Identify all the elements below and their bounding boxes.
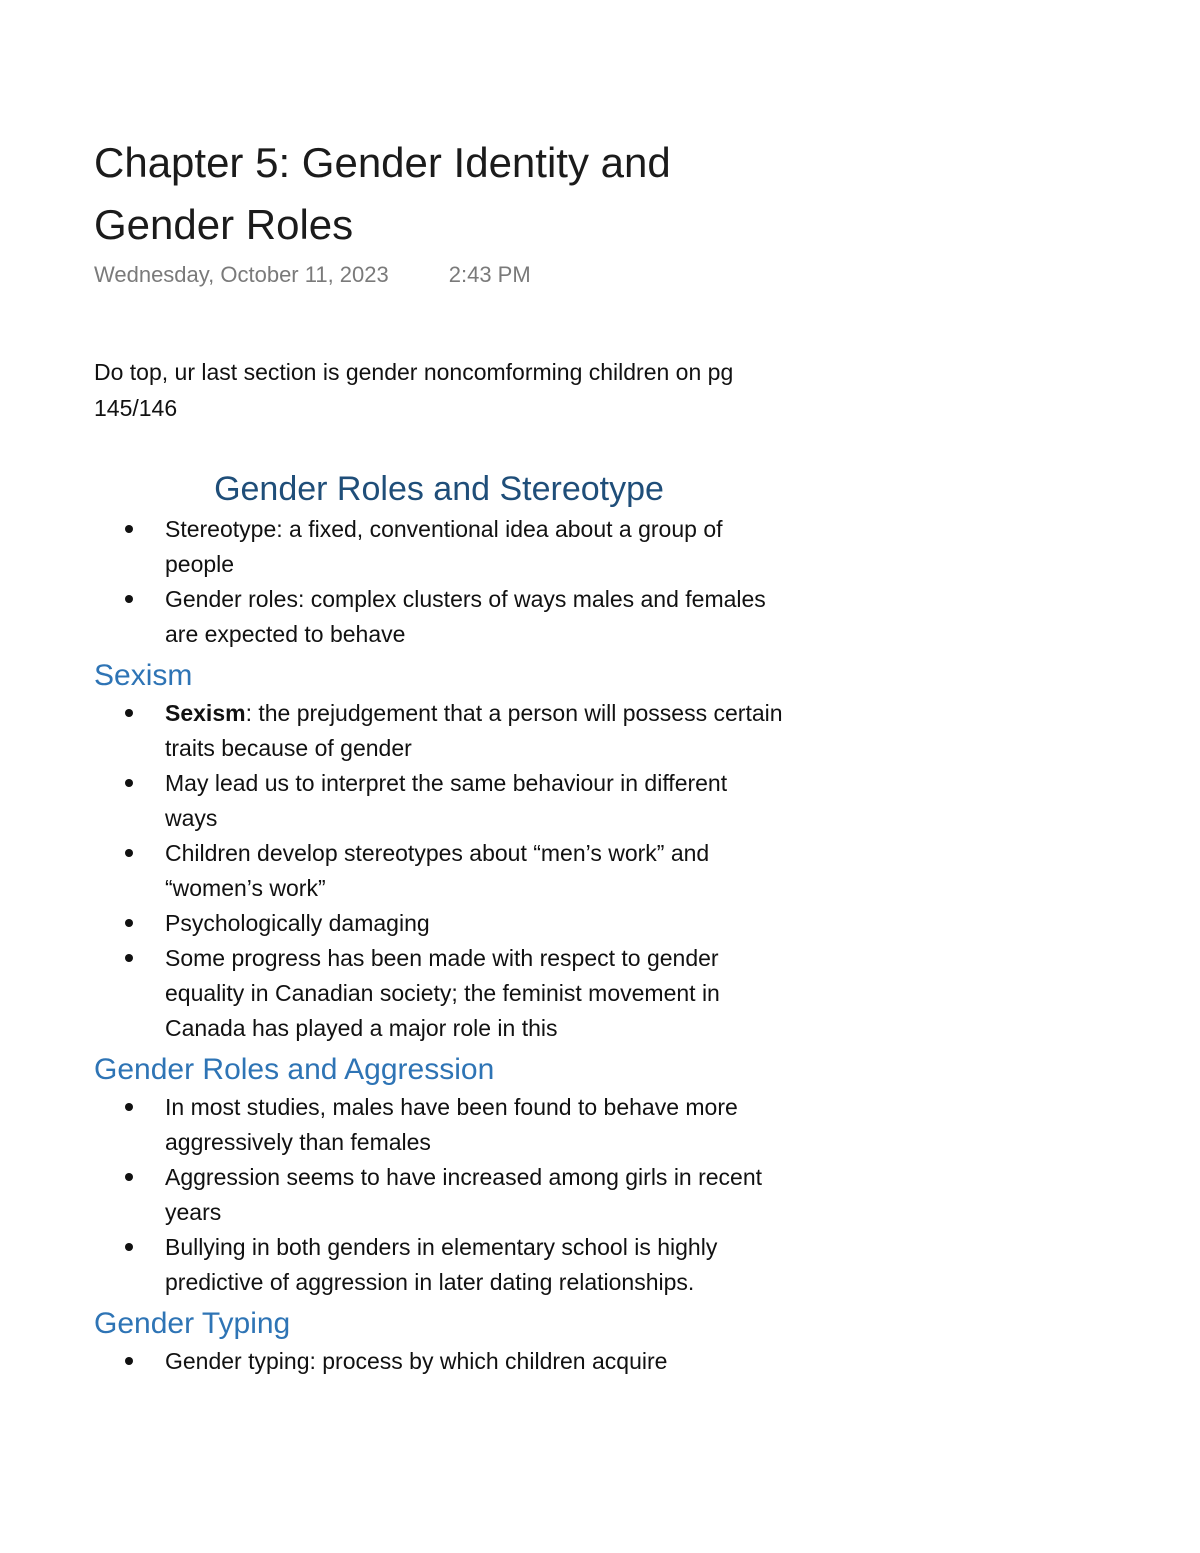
aggression-bullet-list xyxy=(94,1090,794,1300)
page-title: Chapter 5: Gender Identity and Gender Roles xyxy=(94,139,671,248)
list-item xyxy=(94,836,785,906)
page-timestamp xyxy=(94,262,794,288)
list-item-text: Bullying in both genders in elementary school is highly predictive of aggression in later dating relationships. xyxy=(165,1234,718,1295)
list-item-text: Psychologically damaging xyxy=(165,910,430,936)
bullet-icon xyxy=(122,776,136,790)
note-page xyxy=(94,132,794,1379)
list-item xyxy=(94,1160,785,1230)
page-time: 2:43 PM xyxy=(448,262,531,287)
section-heading-gender-typing: Gender Typing xyxy=(94,1307,291,1340)
bullet-icon xyxy=(122,1170,136,1184)
sexism-bullet-list xyxy=(94,696,794,1046)
bullet-icon xyxy=(122,846,136,860)
list-item xyxy=(94,582,785,652)
list-item-text: Aggression seems to have increased among girls in recent years xyxy=(165,1164,763,1225)
list-item-text: : the prejudgement that a person will possess certain traits because of gender xyxy=(165,700,783,761)
bullet-icon xyxy=(122,592,136,606)
bullet-icon xyxy=(122,522,136,536)
list-item xyxy=(94,1230,785,1300)
list-item xyxy=(94,1090,785,1160)
reminder-note: Do top, ur last section is gender noncomforming children on pg 145/146 xyxy=(94,359,734,421)
bullet-icon xyxy=(122,1354,136,1368)
list-item-text: May lead us to interpret the same behaviour in different ways xyxy=(165,770,728,831)
section-heading-gender-roles-stereotype: Gender Roles and Stereotype xyxy=(214,470,664,508)
page-cutoff-overlay xyxy=(0,1433,1200,1553)
typing-bullet-list xyxy=(94,1344,794,1379)
page-date: Wednesday, October 11, 2023 xyxy=(94,262,389,287)
list-item xyxy=(94,512,785,582)
list-item xyxy=(94,696,785,766)
list-item xyxy=(94,906,785,941)
list-item-text: Gender roles: complex clusters of ways males and females are expected to behave xyxy=(165,586,766,647)
bullet-icon xyxy=(122,706,136,720)
bullet-icon xyxy=(122,1240,136,1254)
section-heading-aggression: Gender Roles and Aggression xyxy=(94,1053,495,1086)
list-item xyxy=(94,766,785,836)
bullet-icon xyxy=(122,1100,136,1114)
list-item-text: Gender typing: process by which children acquire xyxy=(165,1348,668,1374)
bullet-icon xyxy=(122,951,136,965)
bullet-icon xyxy=(122,916,136,930)
list-item xyxy=(94,1344,785,1379)
list-item-text: In most studies, males have been found to behave more aggressively than females xyxy=(165,1094,738,1155)
intro-bullet-list xyxy=(94,512,794,652)
list-item xyxy=(94,941,785,1046)
bold-term: Sexism xyxy=(165,700,246,726)
list-item-text: Stereotype: a fixed, conventional idea about a group of people xyxy=(165,516,723,577)
section-heading-sexism: Sexism xyxy=(94,659,193,692)
list-item-text: Some progress has been made with respect to gender equality in Canadian society; the feminist movement in Canada has played a major role in this xyxy=(165,945,720,1041)
list-item-text: Children develop stereotypes about “men’s work” and “women’s work” xyxy=(165,840,710,901)
